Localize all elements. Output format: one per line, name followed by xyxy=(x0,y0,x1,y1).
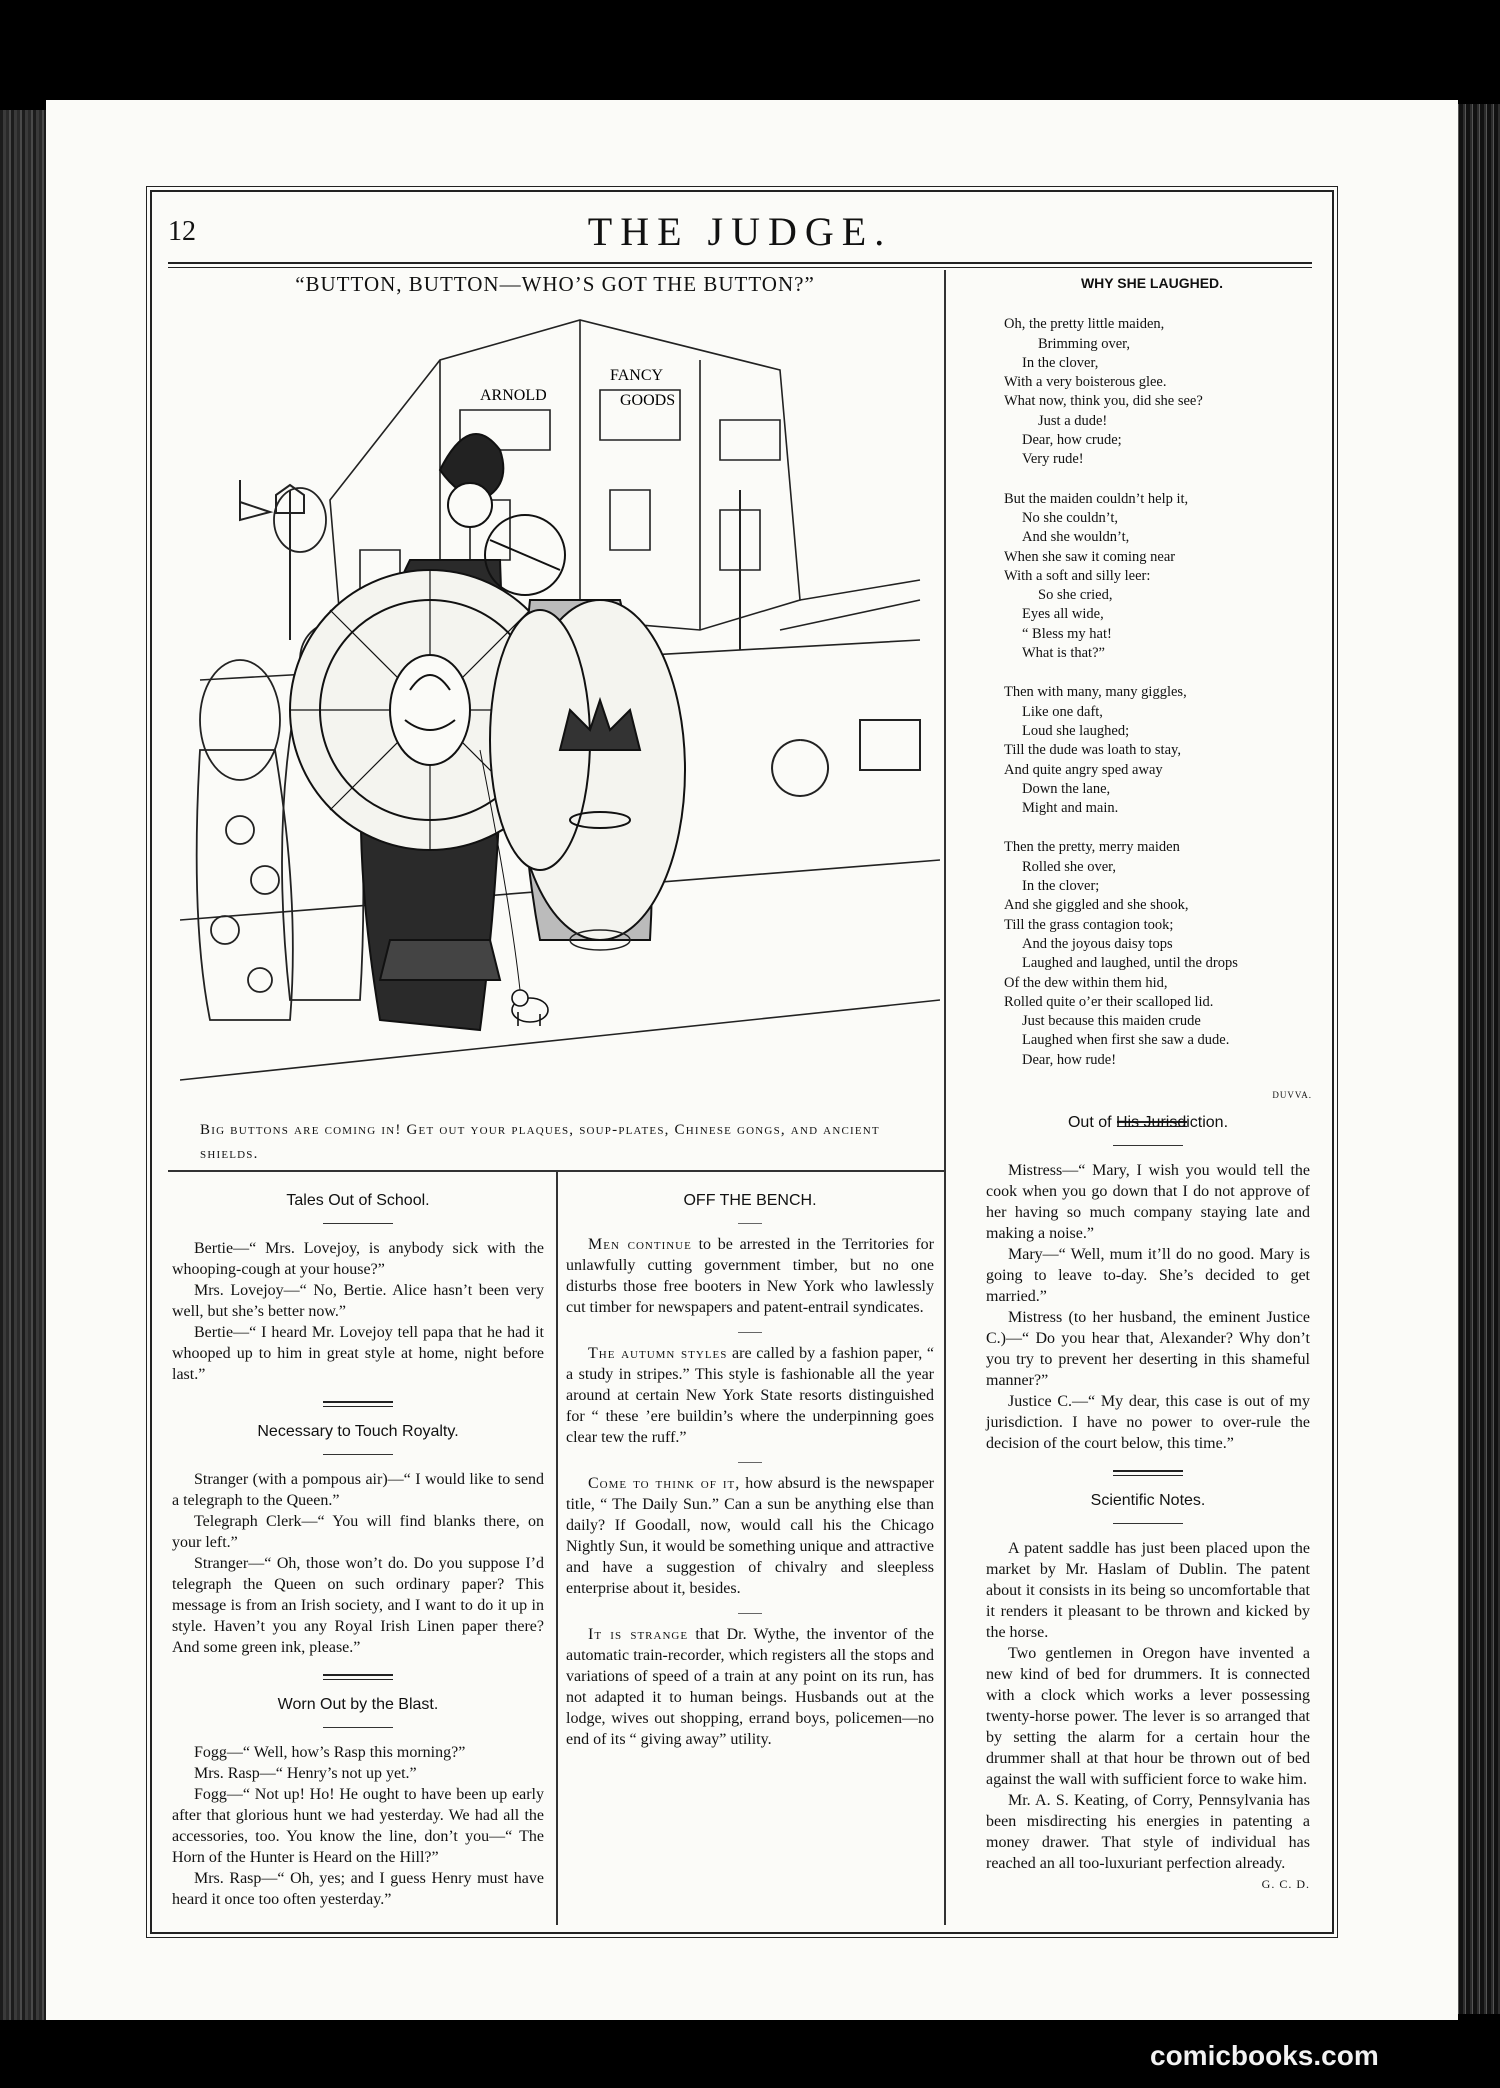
poem-line: “ Bless my hat! xyxy=(1022,625,1112,642)
cartoon-caption: Big buttons are coming in! Get out your plaques, soup-plates, Chinese gongs, and ancient shields. xyxy=(200,1122,880,1162)
page-number: 12 xyxy=(168,216,196,247)
masthead-title: THE JUDGE. xyxy=(587,209,893,254)
poem-line: Brimming over, xyxy=(1038,335,1131,352)
small-rule xyxy=(323,1454,393,1455)
section-rule xyxy=(323,1401,393,1407)
poem-line: And she wouldn’t, xyxy=(1022,529,1130,546)
poem-signature: DUVVA. xyxy=(1272,1089,1312,1100)
poem-line: In the clover; xyxy=(1022,878,1100,895)
poem-line: Might and main. xyxy=(1022,800,1119,817)
poem-line: No she couldn’t, xyxy=(1022,509,1118,526)
poem-why-she-laughed xyxy=(992,274,1312,1141)
paragraph-lead: It is strange xyxy=(588,1626,689,1643)
paragraph-lead: Come to think of it, xyxy=(588,1475,741,1492)
poem-line: Rolled quite o’er their scalloped lid. xyxy=(1004,993,1214,1010)
poem-line: Dear, how rude! xyxy=(1022,1051,1117,1068)
dialog-line: Mistress (to her husband, the eminent Justice C.)—“ Do you hear that, Alexander? Why don’t you try to prevent her deserting in this shameful manner?” xyxy=(986,1309,1310,1389)
bench-paragraph xyxy=(566,1343,934,1448)
right-lady-with-shield xyxy=(485,515,685,940)
poem-line: Just because this maiden crude xyxy=(1022,1013,1201,1030)
poem-line: Dear, how crude; xyxy=(1022,432,1122,449)
poem-line: Just a dude! xyxy=(1038,412,1108,429)
small-rule xyxy=(738,1613,762,1614)
heading-out-of-his-jurisdiction: Out of His Jurisdiction. xyxy=(1067,1114,1229,1131)
dialog-line: Fogg—“ Well, how’s Rasp this morning?” xyxy=(194,1744,466,1761)
poem-line: In the clover, xyxy=(1022,354,1099,371)
shop-sign-arnold: ARNOLD xyxy=(480,387,547,404)
poem-line: Like one daft, xyxy=(1022,703,1103,720)
poem-line: Of the dew within them hid, xyxy=(1004,974,1168,991)
column-divider-left xyxy=(556,1170,558,1925)
poem-stanza xyxy=(992,490,1312,664)
column-left xyxy=(172,1190,544,1910)
column-divider-right xyxy=(944,1170,946,1925)
paragraph-text: are called by a fashion paper, “ a study in stripes.” This style is fashionable all the year around at certain New York State resorts distinguished for “ these ’ere buildin’s where the underpinning goes clear tew the ruff.” xyxy=(566,1345,934,1446)
poem-line: What is that?” xyxy=(1022,645,1105,662)
small-rule xyxy=(738,1332,762,1333)
bench-paragraph xyxy=(566,1624,934,1750)
shop-sign-fancy: FANCY xyxy=(610,367,664,384)
heading-off-the-bench: OFF THE BENCH. xyxy=(683,1192,817,1209)
notes-signature: G. C. D. xyxy=(1261,1877,1310,1891)
poem-line: Till the grass contagion took; xyxy=(1004,916,1174,933)
dialog-line: Justice C.—“ My dear, this case is out of my jurisdiction. I have no power to over-rule the decision of the court below, this time.” xyxy=(986,1393,1310,1452)
poem-title: WHY SHE LAUGHED. xyxy=(1080,275,1224,291)
dialog-line: Stranger (with a pompous air)—“ I would like to send a telegraph to the Queen.” xyxy=(172,1471,544,1509)
note-paragraph: A patent saddle has just been placed upon the market by Mr. Haslam of Dublin. The patent about it consists in its being so uncomfortable that it renders it pleasant to be thrown and kicked by the horse. xyxy=(986,1540,1310,1641)
poem-line: With a soft and silly leer: xyxy=(1004,567,1151,584)
poem-line: Down the lane, xyxy=(1022,780,1111,797)
column-middle xyxy=(566,1190,934,1764)
small-rule xyxy=(738,1462,762,1463)
cartoon-drawing xyxy=(180,300,940,1100)
paragraph-text: that Dr. Wythe, the inventor of the automatic train-recorder, which registers all the stops and variations of speed of a train at any point on its run, has not adapted it to human beings. Husbands out at the lodge, wives out shopping, errand boys, policemen—no end of its “ giving away” utility. xyxy=(566,1626,934,1748)
note-paragraph: Mr. A. S. Keating, of Corry, Pennsylvania has been misdirecting his energies in patenting a money drawer. That style of individual has reached an all too-luxuriant perfection already. xyxy=(986,1792,1310,1872)
poem-line: Very rude! xyxy=(1022,451,1084,468)
heading-necessary-to-touch-royalty: Necessary to Touch Royalty. xyxy=(257,1423,459,1440)
dialog-line: Mrs. Rasp—“ Oh, yes; and I guess Henry must have heard it once too often yesterday.” xyxy=(172,1870,544,1908)
poem-line: Laughed and laughed, until the drops xyxy=(1022,955,1238,972)
poem-line: And she giggled and she shook, xyxy=(1004,897,1189,914)
cartoon-illustration xyxy=(180,300,940,1100)
watermark: comicbooks.com xyxy=(1150,2040,1379,2071)
dialog-line: Telegraph Clerk—“ You will find blanks there, on your left.” xyxy=(172,1513,544,1551)
header-rule xyxy=(168,262,1312,268)
heading-worn-out-by-the-blast: Worn Out by the Blast. xyxy=(277,1696,439,1713)
poem-line: When she saw it coming near xyxy=(1004,548,1176,565)
page-header xyxy=(168,208,1312,264)
poem-line: And quite angry sped away xyxy=(1004,761,1163,778)
dialog-line: Stranger—“ Oh, those won’t do. Do you suppose I’d telegraph the Queen on such ordinary paper? This message is from an Irish society, and I want to do it up in style. Haven’t you any Royal Irish Linen paper there? And some green ink, please.” xyxy=(172,1555,544,1656)
dialog-line: Bertie—“ Mrs. Lovejoy, is anybody sick with the whooping-cough at your house?” xyxy=(172,1240,544,1278)
section-rule xyxy=(323,1674,393,1680)
poem-line: And the joyous daisy tops xyxy=(1022,935,1173,952)
bench-paragraph xyxy=(566,1234,934,1318)
poem-line: Then the pretty, merry maiden xyxy=(1004,839,1180,856)
paragraph-text: how absurd is the newspaper title, “ The Daily Sun.” Can a sun be anything else than daily? If Goodall, now, would call his the Chicago Nightly Sun, it would be something unique and attractive and have a suggestion of chivalry and sleepless enterprise about it, besides. xyxy=(566,1475,934,1597)
poem-stanza xyxy=(992,838,1312,1070)
page-edge xyxy=(1452,104,1500,2014)
dialog-line: Fogg—“ Not up! Ho! He ought to have been up early after that glorious hunt we had yesterday. We had all the accessories, too. You know the line, don’t you—“ The Horn of the Hunter is Heard on the Hill?” xyxy=(172,1786,544,1866)
poem-line: Then with many, many giggles, xyxy=(1004,684,1187,701)
dialog-line: Mary—“ Well, mum it’ll do no good. Mary is going to leave to-day. She’s decided to get married.” xyxy=(986,1246,1310,1305)
shop-sign-goods: GOODS xyxy=(620,392,676,409)
note-paragraph: Two gentlemen in Oregon have invented a new kind of bed for drummers. It is connected with a clock which works a lever possessing twenty-horse power. The lever is so arranged that by setting the alarm for a certain hour the drummer shall at that hour be thrown out of bed against the wall with sufficient force to wake him. xyxy=(986,1645,1310,1788)
heading-tales-out-of-school: Tales Out of School. xyxy=(286,1192,430,1209)
poem-line: So she cried, xyxy=(1038,587,1113,604)
bench-paragraph xyxy=(566,1473,934,1599)
poem-line: Loud she laughed; xyxy=(1022,722,1130,739)
poem-line: With a very boisterous glee. xyxy=(1004,374,1167,391)
dialog-line: Mistress—“ Mary, I wish you would tell the cook when you go down that I do not approve of her having so much company staying late and making a noise.” xyxy=(986,1162,1310,1242)
small-rule xyxy=(1113,1523,1183,1524)
dialog-line: Bertie—“ I heard Mr. Lovejoy tell papa that he had it whooped up to him in great style at home, night before last.” xyxy=(172,1324,544,1383)
poem-stanzas xyxy=(992,315,1312,1070)
poem-stanza xyxy=(992,315,1312,469)
small-rule xyxy=(738,1223,762,1224)
dialog-line: Mrs. Rasp—“ Henry’s not up yet.” xyxy=(194,1765,417,1782)
poem-line: What now, think you, did she see? xyxy=(1004,393,1203,410)
small-rule xyxy=(1113,1145,1183,1146)
paragraph-text: to be arrested in the Territories for unlawfully cutting government timber, but no one disturbs those free booters in New York who lawlessly cut timber for newspapers and patent-entrail syndicates. xyxy=(566,1236,934,1316)
small-rule xyxy=(323,1727,393,1728)
heading-scientific-notes: Scientific Notes. xyxy=(1090,1492,1206,1509)
poem-line: Eyes all wide, xyxy=(1022,606,1104,623)
section-rule xyxy=(1113,1470,1183,1476)
dialog-line: Mrs. Lovejoy—“ No, Bertie. Alice hasn’t been very well, but she’s better now.” xyxy=(172,1282,544,1320)
paragraph-lead: Men continue xyxy=(588,1236,692,1253)
poem-line: Laughed when first she saw a dude. xyxy=(1022,1032,1230,1049)
poem-line: Oh, the pretty little maiden, xyxy=(1004,316,1165,333)
poem-line: Till the dude was loath to stay, xyxy=(1004,742,1181,759)
poem-line: Rolled she over, xyxy=(1022,858,1117,875)
column-divider-top xyxy=(944,270,946,1170)
cartoon-title: “BUTTON, BUTTON—WHO’S GOT THE BUTTON?” xyxy=(295,272,815,296)
poem-stanza xyxy=(992,683,1312,818)
poem-line: But the maiden couldn’t help it, xyxy=(1004,490,1189,507)
column-right xyxy=(986,1112,1310,1895)
small-rule xyxy=(323,1223,393,1224)
paragraph-lead: The autumn styles xyxy=(588,1345,728,1362)
